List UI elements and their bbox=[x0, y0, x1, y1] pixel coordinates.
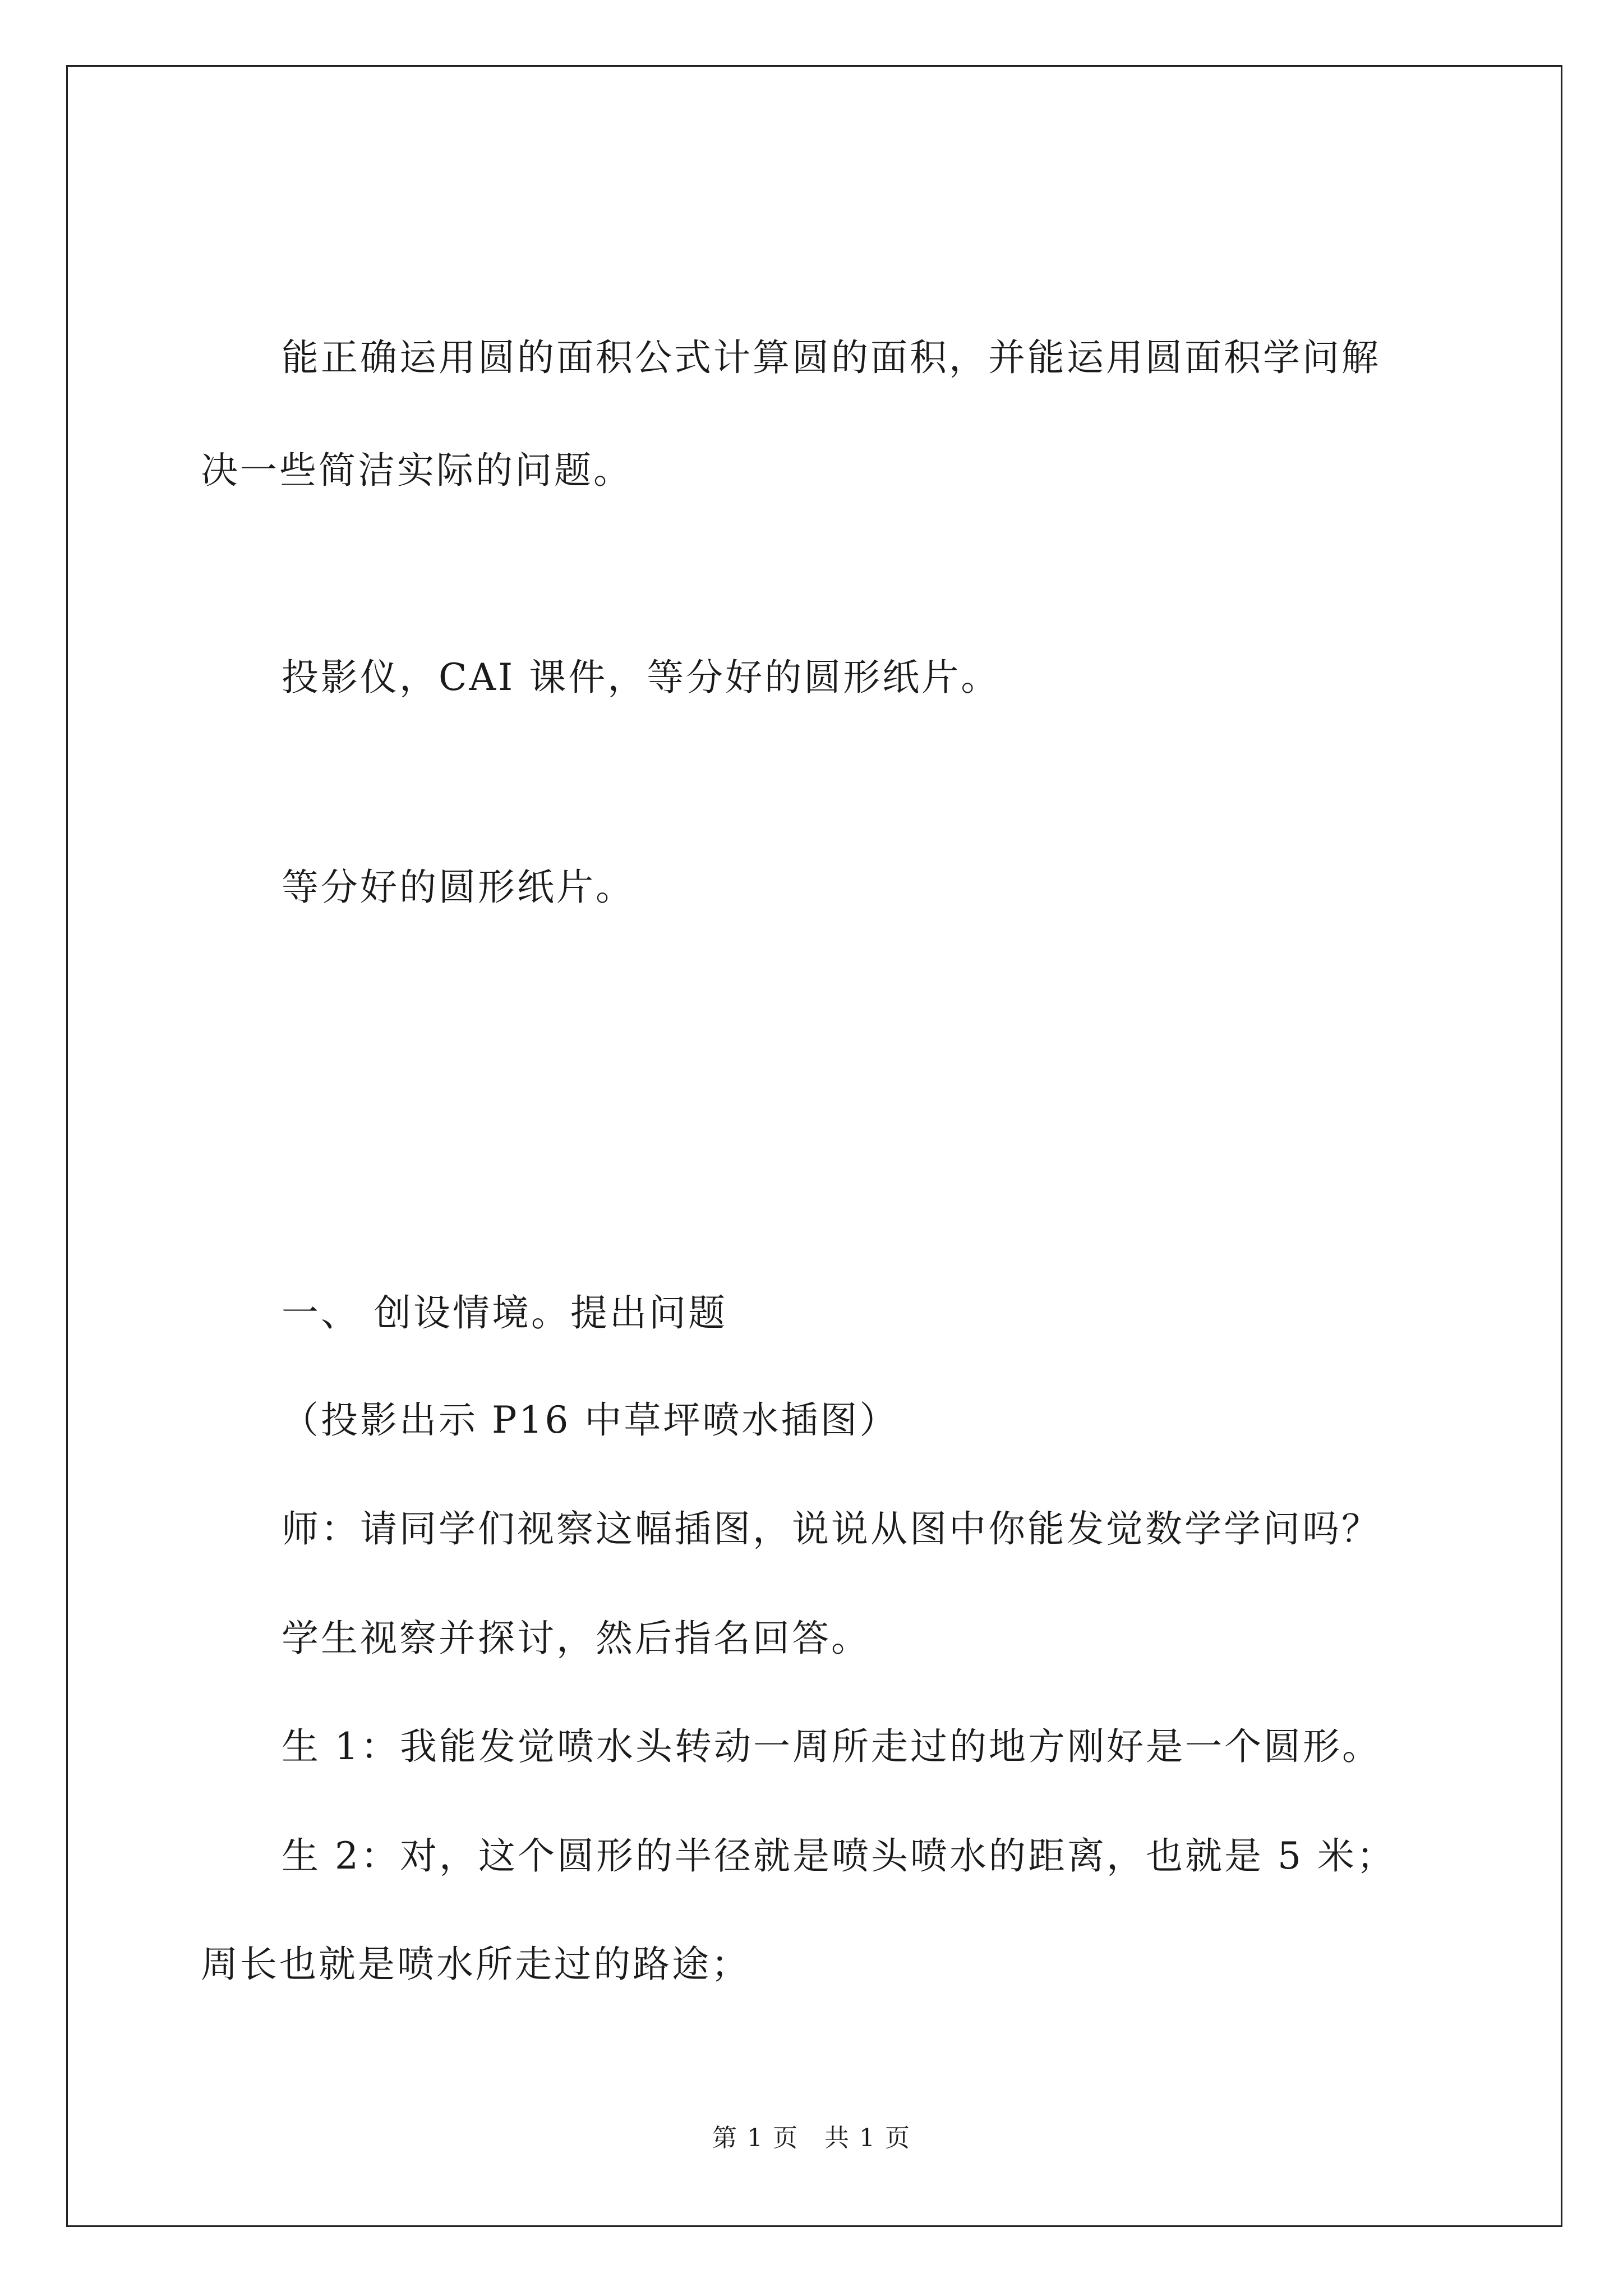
paragraph-student-1-answer: 生 1：我能发觉喷水头转动一周所走过的地方刚好是一个圆形。 bbox=[282, 1725, 1381, 1768]
page-border bbox=[66, 65, 1562, 2227]
paragraph-teacher-question: 师：请同学们视察这幅插图，说说从图中你能发觉数学学问吗？ bbox=[282, 1507, 1381, 1550]
paragraph-student-2-answer-line-1: 生 2：对，这个圆形的半径就是喷头喷水的距离，也就是 5 米； bbox=[282, 1834, 1396, 1878]
paragraph-objective-line-2: 决一些简洁实际的问题。 bbox=[201, 449, 633, 492]
paragraph-student-materials: 等分好的圆形纸片。 bbox=[282, 866, 635, 909]
page-footer: 第 1 页 共 1 页 bbox=[712, 2124, 911, 2152]
paragraph-teaching-aids: 投影仪，CAI 课件，等分好的圆形纸片。 bbox=[282, 656, 1000, 699]
section-heading-1: 一、 创设情境。提出问题 bbox=[282, 1291, 727, 1335]
paragraph-objective-line-1: 能正确运用圆的面积公式计算圆的面积，并能运用圆面积学问解 bbox=[282, 336, 1381, 379]
paragraph-student-activity: 学生视察并探讨，然后指名回答。 bbox=[282, 1617, 870, 1660]
paragraph-projection-note: （投影出示 P16 中草坪喷水插图） bbox=[282, 1398, 899, 1442]
paragraph-student-2-answer-line-2: 周长也就是喷水所走过的路途； bbox=[201, 1943, 750, 1986]
